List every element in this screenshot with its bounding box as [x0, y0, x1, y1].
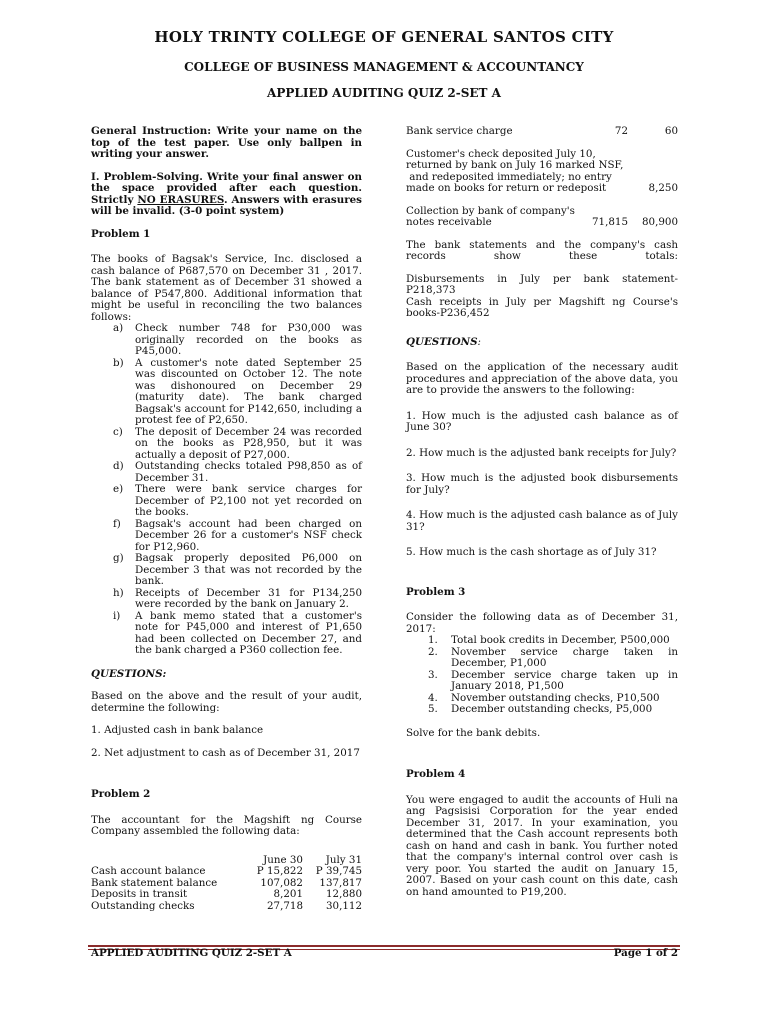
list-marker: f)	[113, 517, 121, 530]
right-column	[406, 126, 678, 909]
table-cell: P 39,745	[315, 865, 362, 877]
p2-question: 5. How much is the cash shortage as of July 31?	[406, 546, 657, 558]
p2-questions-intro: Based on the application of the necessary audit procedures and appreciation of the above data, you are to provide the answers to the following:	[406, 361, 678, 396]
list-item-text: November outstanding checks, P10,500	[451, 691, 660, 704]
list-item	[91, 519, 362, 554]
p2-question: 2. How much is the adjusted bank receipts for July?	[406, 446, 677, 459]
problem2-table	[91, 855, 362, 913]
table-cell: Bank statement balance	[91, 876, 218, 889]
no-erasures-text: NO ERASURES	[137, 193, 224, 206]
nsf-line: returned by bank on July 16 marked NSF,	[406, 159, 624, 171]
nsf-amount: 8,250	[648, 182, 678, 194]
table-cell: 27,718	[266, 899, 303, 912]
p2-question: 1. How much is the adjusted cash balance as of June 30?	[406, 409, 678, 433]
list-item	[91, 611, 362, 657]
list-marker: 1.	[428, 634, 438, 646]
nsf-line: and redeposited immediately; no entry	[406, 170, 612, 183]
problem3-list	[406, 635, 678, 716]
nsf-line: made on books for return or redeposit	[406, 182, 607, 194]
list-marker: i)	[113, 609, 121, 622]
list-item	[91, 461, 362, 484]
p1-questions-intro: Based on the above and the result of your audit, determine the following:	[91, 690, 362, 714]
table-cell: Outstanding checks	[91, 899, 195, 912]
list-marker: c)	[113, 425, 123, 438]
table-cell: 12,880	[325, 888, 362, 900]
bsc-july: 60	[664, 125, 678, 137]
collection-june: 71,815	[591, 216, 628, 228]
list-marker: e)	[113, 483, 124, 495]
list-item	[91, 358, 362, 427]
list-item-text: Receipts of December 31 for P134,250 were recorded by the bank on January 2.	[135, 586, 362, 610]
collection-row	[406, 217, 678, 229]
collection-july: 80,900	[641, 216, 678, 228]
bank-service-charge-row	[406, 126, 678, 138]
list-item-text: Total book credits in December, P500,000	[451, 634, 670, 646]
list-item-text: The deposit of December 24 was recorded on the books as P28,950, but it was actually a deposit of P27,000.	[135, 425, 362, 461]
table-cell: 8,201	[273, 888, 303, 900]
general-instruction: General Instruction: Write your name on the top of the test paper. Use only ballpen in writing your answer.	[91, 125, 362, 160]
list-item-text: December outstanding checks, P5,000	[451, 703, 653, 715]
collection-block	[406, 206, 678, 229]
list-item-text: Check number 748 for P30,000 was originally recorded on the books as P45,000.	[135, 322, 362, 357]
table-cell: 30,112	[325, 899, 362, 912]
p1-question-2: 2. Net adjustment to cash as of December 31, 2017	[91, 746, 360, 759]
list-marker: 4.	[428, 691, 438, 704]
disbursements-text: Disbursements in July per bank statement-P218,373	[406, 272, 678, 296]
problem1-intro: The books of Bagsak's Service, Inc. disclosed a cash balance of P687,570 on December 31 , 2017. The bank statement as of December 31 showed a balance of P547,800. Additional information that might be useful in reconciling the two balances follows:	[91, 253, 362, 323]
list-item	[91, 553, 362, 588]
table-cell: P 15,822	[256, 865, 303, 877]
table-row	[91, 901, 362, 913]
problem4-title: Problem 4	[406, 768, 466, 780]
list-item-text: There were bank service charges for December of P2,100 not yet recorded on the books.	[135, 483, 362, 518]
page-footer	[91, 947, 678, 959]
table-row	[91, 866, 362, 878]
list-item	[91, 484, 362, 519]
questions-label: QUESTIONS:	[91, 667, 167, 680]
list-item-text: November service charge taken in December, P1,000	[451, 645, 678, 669]
problem1-title: Problem 1	[91, 227, 151, 240]
p3-solve: Solve for the bank debits.	[406, 726, 541, 739]
nsf-line: Customer's check deposited July 10,	[406, 147, 596, 160]
problem3-title: Problem 3	[406, 585, 466, 598]
problem4-text: You were engaged to audit the accounts of Huli na ang Pagsisisi Corporation for the year ended December 31, 2017. In your examination, you determined that the Cash account represents both cash on hand and cash in bank. You further noted that the company's internal control over cash is very poor. You started the audit on January 15, 2007. Based on your cash count on this date, cash on hand amounted to P19,200.	[406, 793, 678, 898]
p2-question: 3. How much is the adjusted book disbursements for July?	[406, 472, 678, 496]
problem3-intro: Consider the following data as of December 31, 2017:	[406, 611, 678, 635]
table-cell: Deposits in transit	[91, 888, 188, 900]
table-header-cell: June 30	[263, 853, 303, 866]
p2-question: 4. How much is the adjusted cash balance as of July 31?	[406, 509, 678, 533]
questions-label-text: QUESTIONS	[406, 335, 478, 348]
page-number: Page 1 of 2	[613, 947, 678, 959]
list-item	[91, 427, 362, 462]
list-item-text: A customer's note dated September 25 was discounted on October 12. The note was dishonoured on December 29 (maturity date). The bank charged Bagsak's account for P142,650, including a protest fee of P2,650.	[135, 356, 362, 426]
p2-questions-list	[406, 411, 678, 559]
footer-title: APPLIED AUDITING QUIZ 2-SET A	[91, 947, 292, 959]
questions-label-2	[406, 337, 678, 349]
document-header	[0, 28, 768, 100]
list-item-text: Bagsak's account had been charged on December 26 for a customer's NSF check for P12,960.	[135, 517, 362, 553]
left-column	[91, 126, 362, 912]
problem-solving-instruction	[91, 172, 362, 218]
table-cell: 107,082	[260, 876, 303, 889]
list-marker: b)	[113, 356, 124, 369]
bsc-june: 72	[614, 125, 628, 137]
list-item	[406, 704, 678, 716]
ps-text-post: . Answers with erasures will be invalid. (3-0 point system)	[91, 193, 362, 217]
list-item-text: Outstanding checks totaled P98,850 as of December 31.	[135, 460, 362, 484]
questions-colon: :	[477, 335, 482, 348]
problem2-title: Problem 2	[91, 788, 151, 800]
school-name: HOLY TRINTY COLLEGE OF GENERAL SANTOS CITY	[154, 28, 614, 46]
list-item-text: Bagsak properly deposited P6,000 on December 3 that was not recorded by the bank.	[135, 552, 362, 587]
problem2-intro: The accountant for the Magshift ng Course Company assembled the following data:	[91, 813, 362, 837]
list-marker: g)	[113, 552, 124, 564]
bsc-label: Bank service charge	[406, 125, 513, 137]
list-marker: 3.	[428, 668, 438, 681]
list-item	[91, 588, 362, 611]
table-header-cell: July 31	[325, 853, 362, 866]
list-item-text: December service charge taken up in January 2018, P1,500	[451, 668, 678, 692]
p1-question-1: 1. Adjusted cash in bank balance	[91, 724, 264, 736]
list-marker: d)	[113, 460, 124, 472]
list-item	[406, 647, 678, 670]
list-marker: a)	[113, 322, 124, 334]
quiz-title: APPLIED AUDITING QUIZ 2-SET A	[267, 86, 501, 100]
receipts-text: Cash receipts in July per Magshift ng Course's books-P236,452	[406, 295, 678, 319]
list-item	[406, 670, 678, 693]
nsf-last-row	[406, 183, 678, 195]
list-marker: 5.	[428, 703, 438, 715]
table-cell: 137,817	[319, 876, 362, 889]
list-item-text: A bank memo stated that a customer's note for P45,000 and interest of P1,650 had been collected on December 27, and the bank charged a P360 collection fee.	[135, 609, 362, 656]
table-cell: Cash account balance	[91, 865, 206, 877]
ps-text-pre: I. Problem-Solving. Write your final answer on the space provided after each question. Strictly	[91, 170, 362, 206]
table-row	[91, 889, 362, 901]
collection-line: Collection by bank of company's	[406, 204, 575, 217]
problem1-list	[91, 323, 362, 657]
bank-totals-text: The bank statements and the company's cash records show these totals:	[406, 238, 678, 262]
college-name: COLLEGE OF BUSINESS MANAGEMENT & ACCOUNTANCY	[184, 60, 584, 74]
collection-line: notes receivable	[406, 216, 492, 228]
nsf-block	[406, 149, 678, 195]
list-marker: 2.	[428, 645, 438, 658]
list-marker: h)	[113, 586, 124, 599]
list-item	[91, 323, 362, 358]
